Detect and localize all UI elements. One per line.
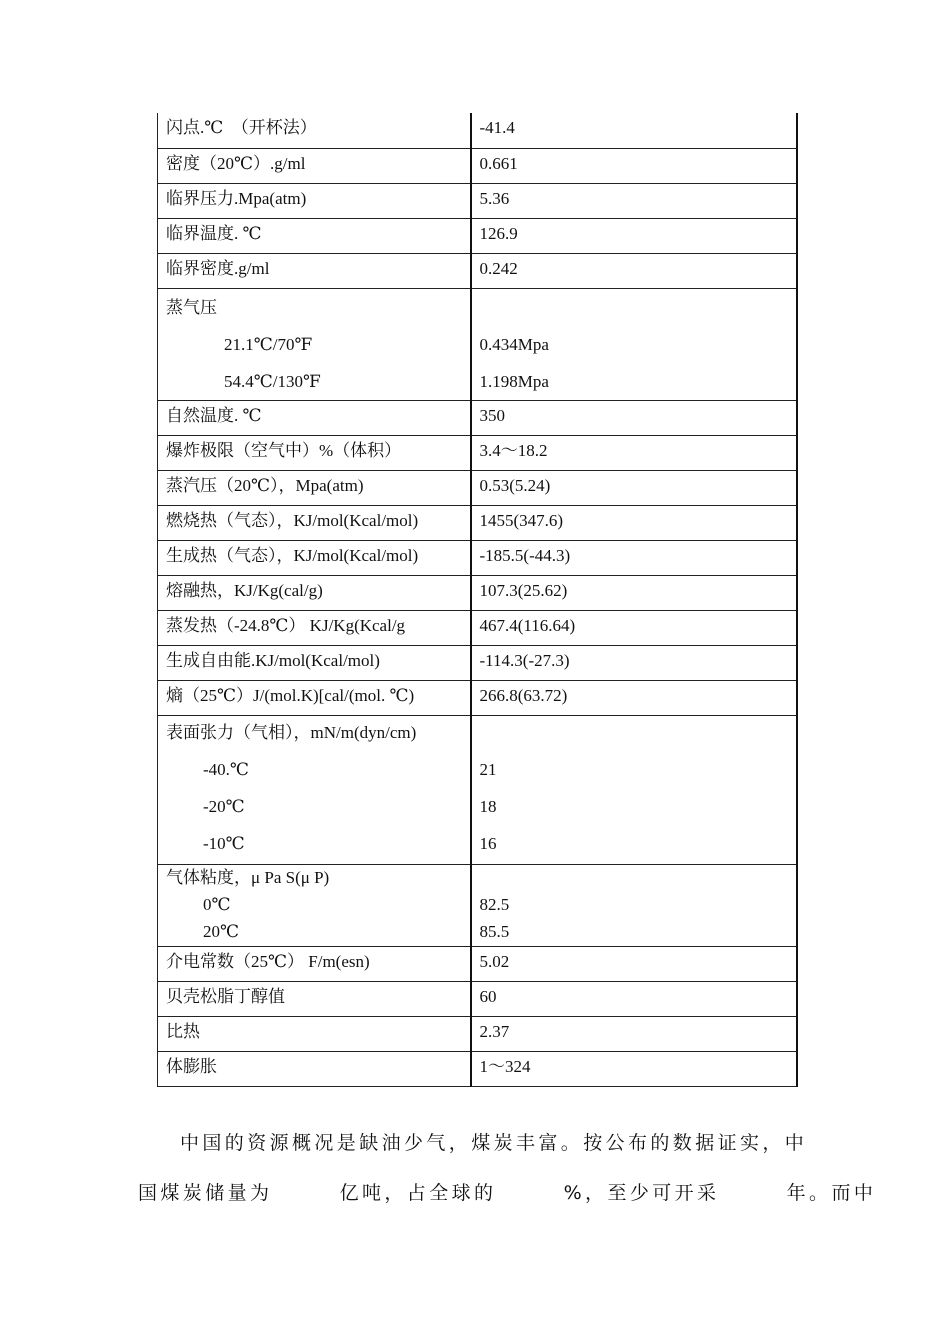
property-value: 0.661	[471, 148, 797, 183]
property-value: 266.8(63.72)	[471, 680, 797, 715]
property-label: 临界密度.g/ml	[158, 253, 471, 288]
property-value: 0.242	[471, 253, 797, 288]
property-value: 350	[471, 400, 797, 435]
property-label: 熵（25℃）J/(mol.K)[cal/(mol. ℃)	[158, 680, 471, 715]
property-value: 1～324	[471, 1051, 797, 1086]
property-label: 生成自由能.KJ/mol(Kcal/mol)	[158, 645, 471, 680]
property-value: 60	[471, 981, 797, 1016]
property-label: 爆炸极限（空气中）%（体积）	[158, 435, 471, 470]
property-label: 生成热（气态），KJ/mol(Kcal/mol)	[158, 540, 471, 575]
property-value: 3.4～18.2	[471, 435, 797, 470]
table-row	[158, 218, 797, 253]
property-label: 介电常数（25℃） F/m(esn)	[158, 946, 471, 981]
table-row	[158, 1016, 797, 1051]
gas-viscosity-label: 气体粘度，μ Pa S(μ P)	[166, 867, 330, 887]
table-row	[158, 540, 797, 575]
property-label: 临界压力.Mpa(atm)	[158, 183, 471, 218]
gas-viscosity-value: 82.5	[479, 894, 510, 914]
table-row	[158, 470, 797, 505]
property-value-group	[471, 288, 797, 400]
property-value: 107.3(25.62)	[471, 575, 797, 610]
table-row	[158, 1051, 797, 1086]
property-label: 蒸汽压（20℃），Mpa(atm)	[158, 470, 471, 505]
property-label: 闪点.℃ （开杯法）	[158, 113, 471, 148]
property-value: 2.37	[471, 1016, 797, 1051]
table-row	[158, 148, 797, 183]
property-value-group	[471, 715, 797, 864]
table-row	[158, 505, 797, 540]
property-value: -185.5(-44.3)	[471, 540, 797, 575]
vapor-pressure-condition: 21.1℃/70℉	[224, 334, 313, 354]
property-value: 467.4(116.64)	[471, 610, 797, 645]
vapor-pressure-condition: 54.4℃/130℉	[224, 371, 321, 391]
property-value: 126.9	[471, 218, 797, 253]
property-label-group	[158, 715, 471, 864]
table-row	[158, 183, 797, 218]
table-row	[158, 610, 797, 645]
property-label-group	[158, 288, 471, 400]
property-value: -41.4	[471, 113, 797, 148]
property-label: 贝壳松脂丁醇值	[158, 981, 471, 1016]
property-value: 5.02	[471, 946, 797, 981]
paragraph-line-1: 中国的资源概况是缺油少气，煤炭丰富。按公布的数据证实，中	[180, 1132, 808, 1154]
properties-table	[157, 113, 798, 1087]
paragraph-line-2: 国煤炭储量为 亿吨，占全球的 %，至少可开采 年。而中	[138, 1182, 877, 1204]
property-label: 熔融热，KJ/Kg(cal/g)	[158, 575, 471, 610]
vapor-pressure-value: 0.434Mpa	[479, 334, 549, 354]
surface-tension-condition: -40.℃	[203, 759, 249, 779]
property-label: 临界温度. ℃	[158, 218, 471, 253]
surface-tension-value: 18	[479, 796, 497, 816]
gas-viscosity-condition: 0℃	[203, 894, 231, 914]
table-row	[158, 253, 797, 288]
table-row	[158, 435, 797, 470]
table-row	[158, 400, 797, 435]
surface-tension-condition: -10℃	[203, 833, 245, 853]
surface-tension-label: 表面张力（气相），mN/m(dyn/cm)	[166, 722, 417, 742]
property-value: 0.53(5.24)	[471, 470, 797, 505]
table-row-surface-tension	[158, 715, 797, 864]
property-label: 燃烧热（气态），KJ/mol(Kcal/mol)	[158, 505, 471, 540]
property-label: 蒸发热（-24.8℃） KJ/Kg(Kcal/g	[158, 610, 471, 645]
surface-tension-value: 16	[479, 833, 497, 853]
table-row	[158, 645, 797, 680]
property-value-group	[471, 864, 797, 946]
surface-tension-value: 21	[479, 759, 497, 779]
table-row	[158, 575, 797, 610]
property-label: 体膨胀	[158, 1051, 471, 1086]
property-value: -114.3(-27.3)	[471, 645, 797, 680]
gas-viscosity-condition: 20℃	[203, 921, 240, 941]
surface-tension-condition: -20℃	[203, 796, 245, 816]
table-row	[158, 946, 797, 981]
property-value: 5.36	[471, 183, 797, 218]
vapor-pressure-label: 蒸气压	[166, 297, 217, 317]
table-row-gas-viscosity	[158, 864, 797, 946]
property-label-group	[158, 864, 471, 946]
property-label: 自然温度. ℃	[158, 400, 471, 435]
vapor-pressure-value: 1.198Mpa	[479, 371, 549, 391]
property-value: 1455(347.6)	[471, 505, 797, 540]
gas-viscosity-value: 85.5	[479, 921, 510, 941]
table-row	[158, 113, 797, 148]
property-label: 密度（20℃）.g/ml	[158, 148, 471, 183]
table-row	[158, 680, 797, 715]
table-row	[158, 981, 797, 1016]
table-row-vapor-pressure	[158, 288, 797, 400]
property-label: 比热	[158, 1016, 471, 1051]
